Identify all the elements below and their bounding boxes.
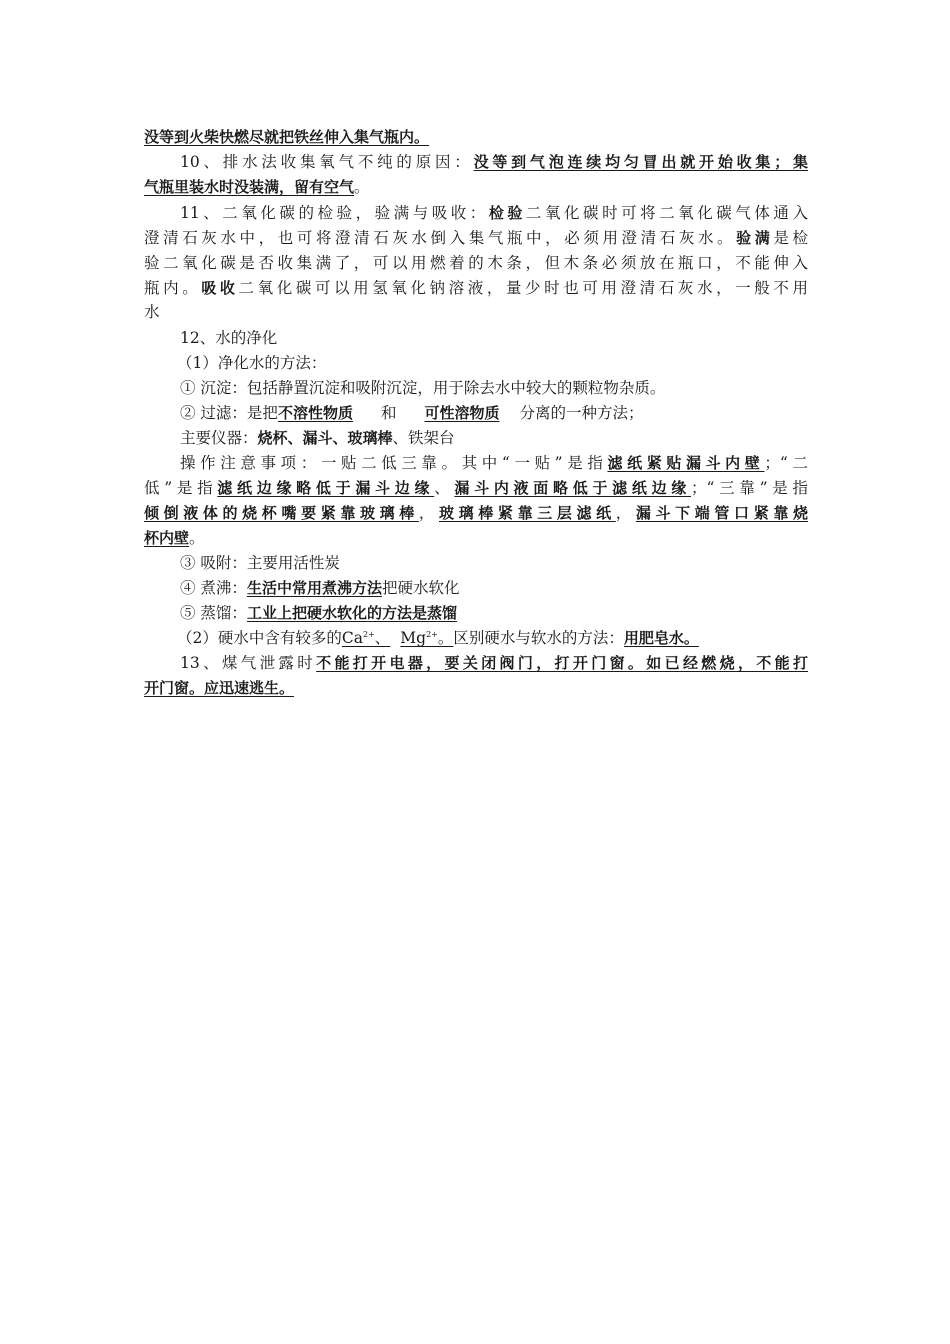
line-17 [180, 553, 340, 573]
answer-text: 开门窗。应迅速逃生。 [144, 679, 295, 697]
body-text: ① 沉淀：包括静置沉淀和吸附沉淀，用于除去水中较大的颗粒物杂质。 [180, 379, 666, 397]
body-text: ② 过滤：是把 [180, 404, 278, 422]
body-text: 验二氧化碳是否收集满了，可以用燃着的木条，但木条必须放在瓶口，不能伸入 [144, 254, 808, 272]
blank-answer: 倾倒液体的烧杯嘴要紧靠玻璃棒 [144, 504, 419, 522]
line-16 [144, 528, 205, 548]
line-6 [144, 278, 808, 298]
punct: ， [418, 504, 440, 522]
answer-text: 没等到火柴快燃尽就把铁丝伸入集气瓶内。 [144, 128, 430, 146]
body-text: ；“三靠”是指 [691, 479, 808, 497]
body-text: ；“二 [764, 454, 808, 472]
line-19 [180, 603, 457, 623]
body-text: 操作注意事项：一贴二低三靠。其中“一贴”是指 [180, 454, 608, 472]
line-13 [180, 453, 808, 473]
body-text: 水 [144, 303, 160, 321]
body-text: 分离的一种方法； [519, 404, 644, 422]
question-text: 11、二氧化碳的检验，验满与吸收： [180, 204, 489, 222]
line-14 [144, 478, 808, 498]
line-15 [144, 503, 808, 523]
line-0 [144, 127, 429, 147]
body-text: ⑤ 蒸馏： [180, 604, 247, 622]
blank-answer: 玻璃棒紧靠三层滤纸 [439, 504, 616, 522]
body-text: 、铁架台 [392, 429, 455, 447]
body-text: 和 [380, 404, 397, 422]
blank-answer: 漏斗内液面略低于滤纸边缘 [454, 479, 692, 497]
answer-text: 气瓶里装水时没装满，留有空气 [144, 178, 355, 196]
body-text: 二氧化碳时可将二氧化碳气体通入 [525, 204, 808, 222]
line-7 [144, 302, 160, 322]
punct: ， [615, 504, 636, 522]
line-item-11 [180, 203, 808, 223]
body-text: 主要仪器： [180, 429, 258, 447]
punct: 。 [354, 178, 370, 196]
line-10 [180, 378, 665, 398]
body-text: 二氧化碳可以用氢氧化钠溶液，量少时也可用澄清石灰水，一般不用 [238, 279, 808, 297]
line-18 [180, 578, 459, 598]
question-text: 13、煤气泄露时 [180, 654, 317, 672]
body-text: 把硬水软化 [381, 579, 460, 597]
blank-answer: 生活中常用煮沸方法 [246, 579, 382, 597]
body-text: 低”是指 [144, 479, 218, 497]
punct: 、 [434, 479, 455, 497]
line-22 [144, 678, 300, 698]
line-12 [180, 428, 455, 448]
keyword: 检验 [488, 204, 526, 222]
blank-answer: 漏斗下端管口紧靠烧 [635, 504, 808, 522]
answer-text: 没等到气泡连续均匀冒出就开始收集；集 [473, 153, 808, 171]
body-text: 瓶内。 [144, 279, 202, 297]
line-item-13 [180, 653, 808, 673]
body-text: 是检 [773, 229, 808, 247]
blank-answer: 杯内壁 [144, 529, 190, 547]
blank-answer: 可性溶物质 [424, 404, 500, 422]
blank-answer: 用肥皂水。 [623, 629, 699, 647]
line-5 [144, 253, 808, 273]
line-item-12 [180, 328, 277, 348]
subheading: （1）净化水的方法： [177, 354, 327, 372]
blank-answer: 滤纸边缘略低于漏斗边缘 [217, 479, 435, 497]
question-text: 10、排水法收集氧气不纯的原因： [180, 153, 474, 171]
line-11 [180, 403, 644, 423]
blank-answer: 不溶性物质 [277, 404, 353, 422]
keyword: 验满 [736, 229, 774, 247]
blank-answer: 滤纸紧贴漏斗内壁 [607, 454, 765, 472]
answer-text: 不能打开电器，要关闭阀门，打开门窗。如已经燃烧，不能打 [316, 654, 808, 672]
body-text: 澄清石灰水中，也可将澄清石灰水倒入集气瓶中，必须用澄清石灰水。 [144, 229, 737, 247]
line-20 [177, 628, 707, 648]
line-2 [144, 177, 370, 197]
punct: 。 [189, 529, 205, 547]
body-text: （2）硬水中含有较多的 [177, 629, 342, 647]
line-9 [177, 353, 326, 373]
line-item-10 [180, 152, 808, 172]
line-4 [144, 228, 808, 248]
ion-formula: $Ca^{2+}$、 $Mg^{2+}$。 [341, 629, 454, 647]
blank-answer: 工业上把硬水软化的方法是蒸馏 [246, 604, 457, 622]
keyword: 烧杯、漏斗、玻璃棒 [257, 429, 393, 447]
body-text: ③ 吸附：主要用活性炭 [180, 554, 340, 572]
body-text: 区别硬水与软水的方法： [453, 629, 624, 647]
body-text: ④ 煮沸： [180, 579, 247, 597]
section-heading: 12、水的净化 [180, 329, 278, 347]
keyword: 吸收 [201, 279, 239, 297]
